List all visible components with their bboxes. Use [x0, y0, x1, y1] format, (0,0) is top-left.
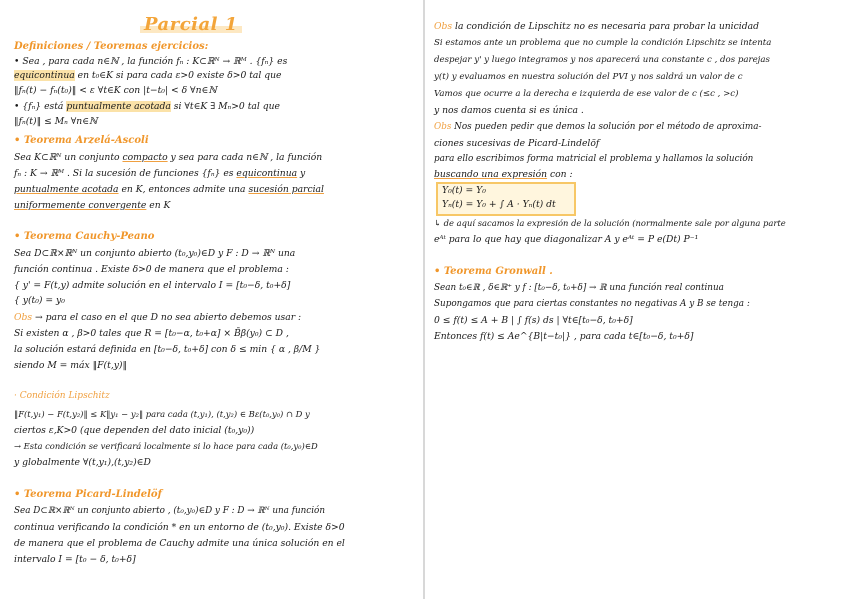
cp-line-7: la solución estará definida en [t₀−δ, t₀+δ] con δ ≤ min { α , β/M }	[14, 344, 321, 355]
obs2-line-3: para ello escribimos forma matricial el problema y hallamos la solución	[434, 154, 754, 164]
arz-line-2	[14, 167, 305, 180]
gr-line-3: 0 ≤ f(t) ≤ A + B | ∫ f(s) ds | ∀t∈[t₀−δ, t₀+δ]	[434, 315, 633, 326]
obs2-line-1-rest: Nos pueden pedir que demos la solución por el método de aproxima-	[451, 122, 762, 132]
def-line-2-rest: en t₀∈K si para cada ε>0 existe δ>0 tal que	[74, 70, 282, 81]
cp-line-2: función continua . Existe δ>0 de manera que el problema :	[14, 264, 289, 275]
obs1-line-1	[434, 20, 759, 33]
obs2-line-4-rest: con :	[547, 169, 573, 180]
arz-line-1-pre: Sea K⊂ℝᴺ un conjunto	[14, 152, 123, 163]
lip-line-3: → Esta condición se verificará localmente si lo hace para cada (t₀,y₀)∈D	[14, 441, 318, 451]
def-line-4-pre: • {fₙ} está	[14, 101, 67, 112]
arz-line-2-pre: fₙ : K → ℝᴹ . Si la sucesión de funciones {fₙ} es	[14, 168, 237, 179]
term-buscando-expresion: buscando una expresión	[434, 169, 548, 180]
pl-line-2: continua verificando la condición * en un entorno de (t₀,y₀). Existe δ>0	[14, 522, 345, 533]
term-puntualmente-acotada: puntualmente acotada	[66, 101, 171, 112]
heading-condicion-lipschitz: · Condición Lipschitz	[14, 391, 110, 401]
cp-obs-line	[14, 311, 301, 324]
cp-obs-rest: → para el caso en el que D no sea abierto debemos usar :	[32, 312, 302, 323]
heading-definiciones: Definiciones / Teoremas ejercicios:	[14, 41, 209, 52]
obs1-line-4: y(t) y evaluamos en nuestra solución del PVI y nos saldrá un valor de c	[434, 72, 743, 82]
arz-line-3-rest: en K, entonces admite una	[118, 184, 249, 195]
term-equicontinua: equicontinua	[14, 70, 75, 81]
obs2-line-1	[434, 121, 761, 134]
lip-line-4: y globalmente ∀(t,y₁),(t,y₂)∈D	[14, 457, 151, 468]
term-puntualmente-acotada-2: puntualmente acotada	[14, 184, 119, 195]
def-line-2	[14, 69, 281, 82]
heading-picard-lindelof: • Teorema Picard-Lindelöf	[14, 489, 162, 500]
pl-line-4: intervalo I = [t₀ − δ, t₀+δ]	[14, 554, 136, 565]
cp-line-8: siendo M = máx ‖F(t,y)‖	[14, 360, 128, 371]
arz-line-4-rest: en K	[146, 200, 171, 211]
arz-line-1-rest: y sea para cada n∈ℕ , la función	[167, 152, 323, 163]
obs1-line-3: despejar y' y luego integramos y nos aparecerá una constante c , dos parejas	[434, 55, 770, 65]
obs2-line-4	[434, 168, 573, 181]
obs1-line-5: Vamos que ocurre a la derecha e izquierda de ese valor de c (≤c , >c)	[434, 89, 739, 99]
arz-line-3	[14, 183, 324, 196]
pl-line-3: de manera que el problema de Cauchy admite una única solución en el	[14, 538, 345, 549]
term-compacto: compacto	[122, 152, 168, 163]
term-uniformemente-convergente: uniformemente convergente	[14, 200, 147, 211]
arz-line-4	[14, 199, 170, 212]
obs-label: Obs	[14, 312, 33, 323]
box-line-2: Yₙ(t) = Y₀ + ∫ A · Yₙ(t) dt	[442, 199, 556, 210]
obs1-line-2: Si estamos ante un problema que no cumple la condición Lipschitz se intenta	[434, 38, 772, 48]
cp-line-3: { y' = F(t,y) admite solución en el intervalo I = [t₀−δ, t₀+δ]	[14, 280, 291, 291]
def-line-1: • Sea , para cada n∈ℕ , la función fₙ : K⊂ℝᴺ → ℝᴹ . {fₙ} es	[14, 56, 288, 67]
def-line-4-rest: si ∀t∈K ∃ Mₙ>0 tal que	[170, 101, 280, 112]
obs1-line-6: y nos damos cuenta si es única .	[434, 105, 584, 116]
cp-line-6: Si existen α , β>0 tales que R = [t₀−α, t₀+α] × B̄β(y₀) ⊂ D ,	[14, 328, 289, 339]
page-title: Parcial 1	[144, 14, 238, 35]
obs1-label: Obs	[434, 21, 453, 32]
obs2-line-8: eᴬᵗ para lo que hay que diagonalizar A y eᴬᵗ = P e(Dt) P⁻¹	[434, 234, 699, 245]
column-divider	[423, 0, 425, 599]
def-line-3: ‖fₙ(t) − fₙ(t₀)‖ < ε ∀t∈K con |t−t₀| < δ ∀n∈ℕ	[14, 85, 217, 96]
pl-line-1: Sea D⊂ℝ×ℝᴺ un conjunto abierto , (t₀,y₀)∈D y F : D → ℝᴺ una función	[14, 506, 325, 516]
obs2-line-7: ↳ de aquí sacamos la expresión de la solución (normalmente sale por alguna parte	[434, 218, 786, 228]
def-line-5: ‖fₙ(t)‖ ≤ Mₙ ∀n∈ℕ	[14, 116, 98, 127]
heading-cauchy-peano: • Teorema Cauchy-Peano	[14, 231, 155, 242]
obs2-line-2: ciones sucesivas de Picard-Lindelöf	[434, 138, 600, 149]
def-line-4	[14, 100, 280, 113]
gr-line-4: Entonces f(t) ≤ Ae^{B|t−t₀|} , para cada t∈[t₀−δ, t₀+δ]	[434, 331, 694, 342]
box-line-1: Y₀(t) = Y₀	[442, 185, 486, 196]
arz-line-1	[14, 151, 322, 164]
heading-gronwall: • Teorema Gronwall .	[434, 266, 553, 277]
obs1-line-1-rest: la condición de Lipschitz no es necesaria para probar la unicidad	[452, 21, 759, 32]
lip-line-2: ciertos ε,K>0 (que dependen del dato inicial (t₀,y₀))	[14, 425, 255, 436]
gr-line-2: Supongamos que para ciertas constantes no negativas A y B se tenga :	[434, 299, 750, 309]
term-sucesion-parcial: sucesión parcial	[248, 184, 324, 195]
heading-arzela-ascoli: • Teorema Arzelá-Ascoli	[14, 135, 149, 146]
cp-line-4: { y(t₀) = y₀	[14, 295, 65, 306]
obs2-label: Obs	[434, 122, 452, 132]
lip-line-1: ‖F(t,y₁) − F(t,y₂)‖ ≤ K‖y₁ − y₂‖ para cada (t,y₁), (t,y₂) ∈ Bε(t₀,y₀) ∩ D y	[14, 409, 310, 419]
arz-line-2-rest: y	[297, 168, 306, 179]
gr-line-1: Sean t₀∈ℝ , δ∈ℝ⁺ y f : [t₀−δ, t₀+δ] → ℝ una función real continua	[434, 283, 724, 293]
cp-line-1: Sea D⊂ℝ×ℝᴺ un conjunto abierto (t₀,y₀)∈D y F : D → ℝᴺ una	[14, 248, 296, 259]
term-equicontinua-2: equicontinua	[236, 168, 298, 179]
